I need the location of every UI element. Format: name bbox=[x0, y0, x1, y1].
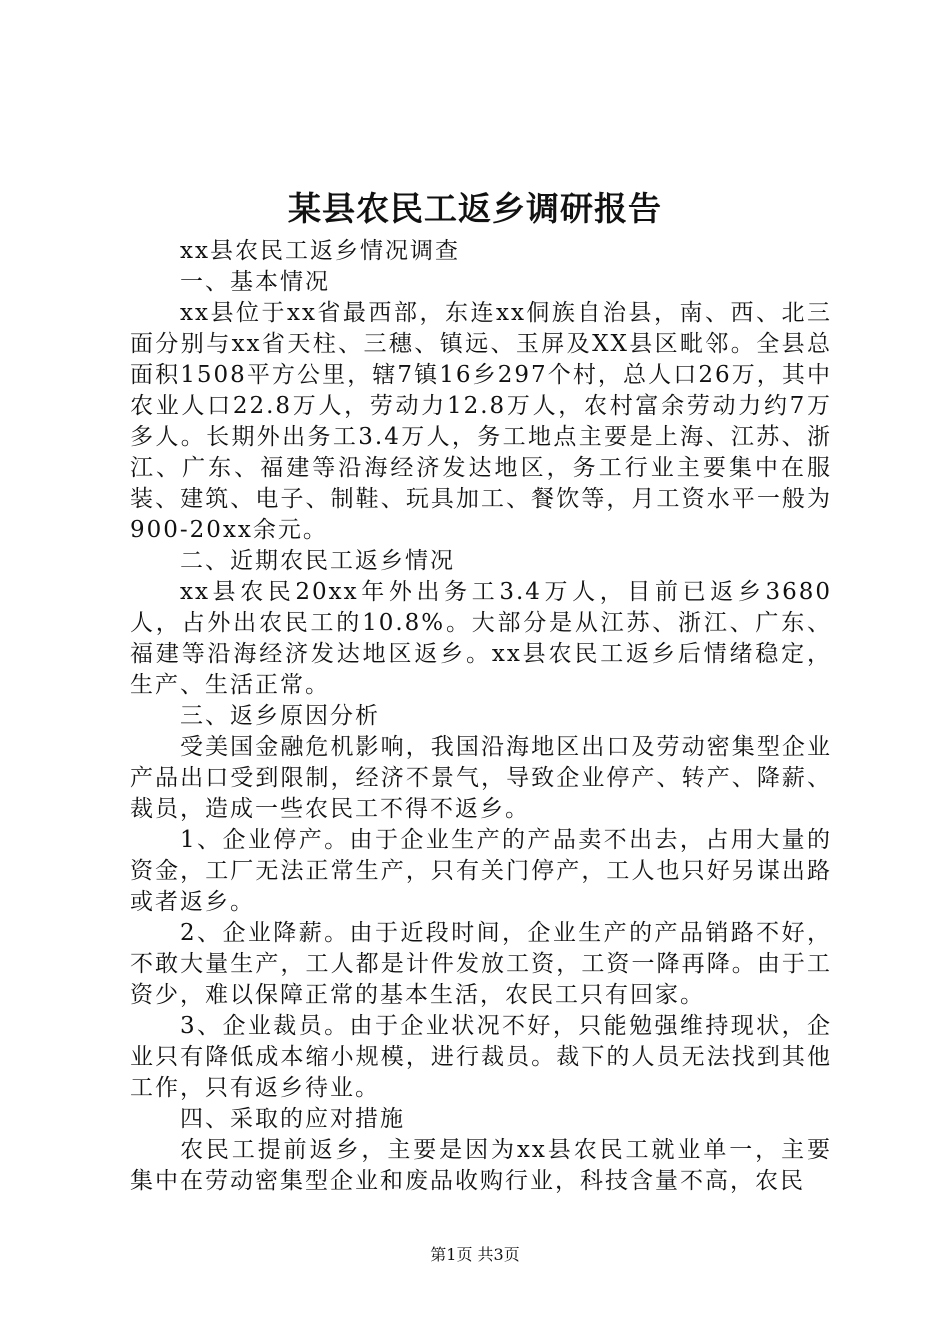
document-title: 某县农民工返乡调研报告 bbox=[288, 189, 662, 228]
paragraph-survey-heading: xx县农民工返乡情况调查 bbox=[180, 238, 460, 264]
paragraph-return: xx县农民20xx年外出务工3.4万人，目前已返乡3680人，占外出农民工的10.8%。大部分是从江苏、浙江、广东、福建等沿海经济发达地区返乡。xx县农民工返乡后情绪稳定，生产、生活正常。 bbox=[130, 579, 832, 698]
section-heading-return: 二、近期农民工返乡情况 bbox=[180, 548, 455, 574]
section-heading-reasons: 三、返乡原因分析 bbox=[180, 703, 380, 729]
paragraph-reason-2: 2、企业降薪。由于近段时间，企业生产的产品销路不好，不敢大量生产，工人都是计件发放工资，工资一降再降。由于工资少，难以保障正常的基本生活，农民工只有回家。 bbox=[130, 920, 832, 1008]
section-heading-basic: 一、基本情况 bbox=[180, 269, 330, 295]
page-footer: 第1页 共3页 bbox=[430, 1245, 520, 1264]
paragraph-reasons: 受美国金融危机影响，我国沿海地区出口及劳动密集型企业产品出口受到限制，经济不景气，导致企业停产、转产、降薪、裁员，造成一些农民工不得不返乡。 bbox=[130, 734, 832, 822]
paragraph-reason-3: 3、企业裁员。由于企业状况不好，只能勉强维持现状，企业只有降低成本缩小规模，进行裁员。裁下的人员无法找到其他工作，只有返乡待业。 bbox=[130, 1013, 832, 1101]
paragraph-basic: xx县位于xx省最西部，东连xx侗族自治县，南、西、北三面分别与xx省天柱、三穗、镇远、玉屏及XX县区毗邻。全县总面积1508平方公里，辖7镇16乡297个村，总人口26万，其中农业人口22.8万人，劳动力12.8万人，农村富余劳动力约7万多人。长期外出务工3.4万人，务工地点主要是上海、江苏、浙江、广东、福建等沿海经济发达地区，务工行业主要集中在服装、建筑、电子、制鞋、玩具加工、餐饮等，月工资水平一般为900-20xx余元。 bbox=[130, 300, 832, 543]
document-body bbox=[130, 236, 832, 1197]
section-heading-measures: 四、采取的应对措施 bbox=[180, 1106, 405, 1132]
paragraph-reason-1: 1、企业停产。由于企业生产的产品卖不出去，占用大量的资金，工厂无法正常生产，只有关门停产，工人也只好另谋出路或者返乡。 bbox=[130, 827, 832, 915]
paragraph-measures: 农民工提前返乡，主要是因为xx县农民工就业单一，主要集中在劳动密集型企业和废品收购行业，科技含量不高，农民 bbox=[130, 1137, 832, 1194]
